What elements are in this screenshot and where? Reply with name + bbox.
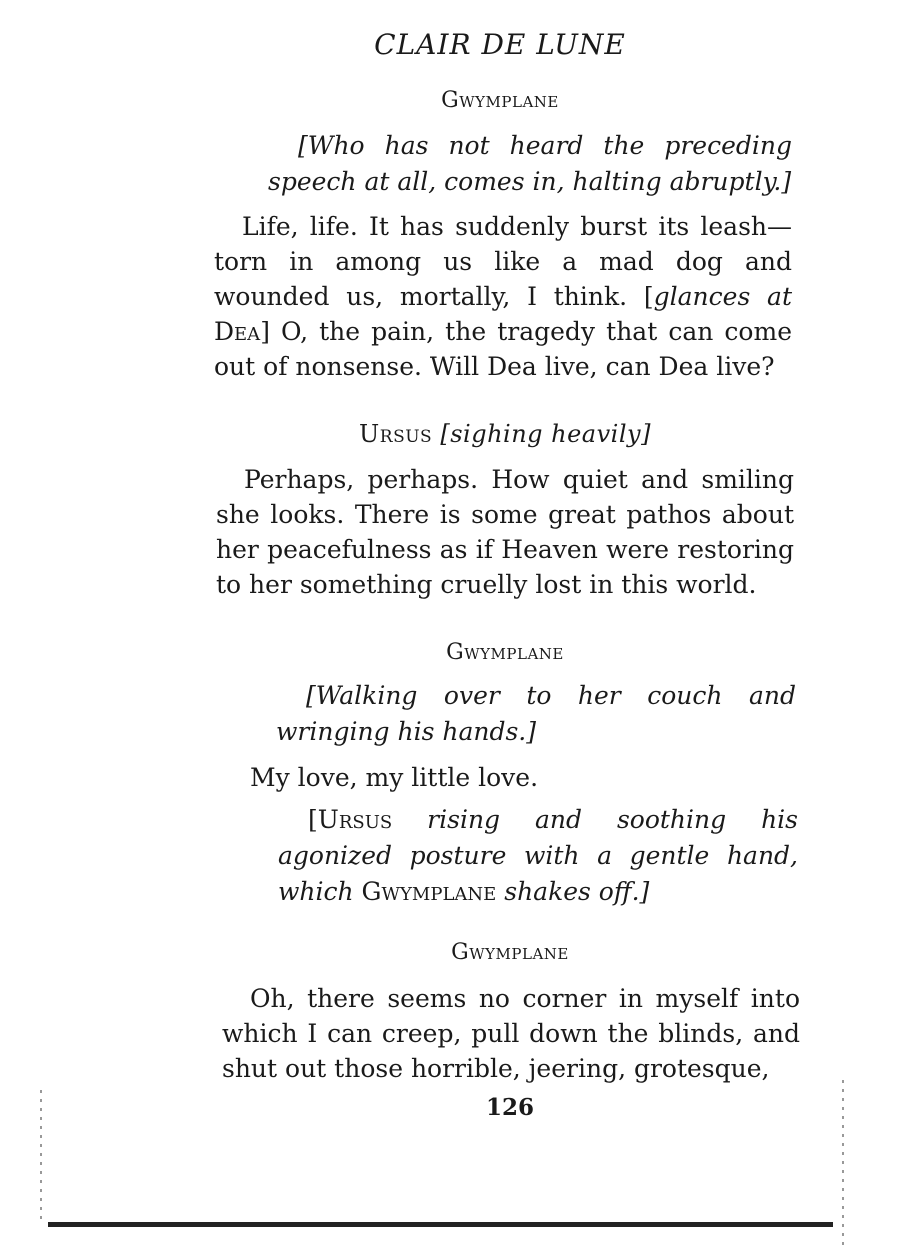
speech-1-part2: ] O, the pain, the tragedy that can come out of nonsense. Will Dea live, can Dea live? [214,317,792,381]
speaker-ursus: Ursus [359,420,433,448]
stage-3-open: [ [308,805,318,834]
speech-1-glances: glances at [653,282,793,311]
stage-3-end: shakes off.] [496,877,650,906]
speech-4: Oh, there seems no corner in myself into which I can creep, pull down the blinds, and shut out those horrible, jeering, grotesque, [222,984,800,1083]
speech-1-part1: Life, life. It has suddenly burst its leash—torn in among us like a mad dog and wounded us, mortally, I think. [ [214,212,792,311]
speech-1 [214,209,792,384]
speaker-heading-4: Gwymplane [451,940,569,965]
speaker-2-direction: [sighing heavily] [440,420,651,448]
scan-edge-right [842,1080,844,1250]
speaker-heading-1: Gwymplane [441,88,559,113]
stage-direction-3 [278,802,798,910]
scan-edge-left [40,1090,42,1220]
speech-3: My love, my little love. [250,763,539,792]
stage-3-ursus: Ursus [317,805,393,834]
speech-2: Perhaps, perhaps. How quiet and smiling she looks. There is some great pathos about her peacefulness as if Heaven were restoring to her something cruelly lost in this world. [216,465,794,599]
speaker-heading-3: Gwymplane [446,640,564,665]
stage-3-middle: rising and soothing his agonized posture with a gentle hand, which [278,805,798,906]
running-head: CLAIR DE LUNE [374,28,626,61]
page-number: 126 [485,1094,534,1121]
speaker-heading-2 [300,420,710,448]
stage-3-gwymplane: Gwymplane [361,877,497,906]
stage-direction-2: [Walking over to her couch and wringing his hands.] [276,681,796,746]
speech-1-dea: Dea [214,317,261,346]
bottom-rule [48,1222,833,1227]
stage-direction-1: [Who has not heard the preceding speech at all, comes in, halting abruptly.] [268,131,792,196]
